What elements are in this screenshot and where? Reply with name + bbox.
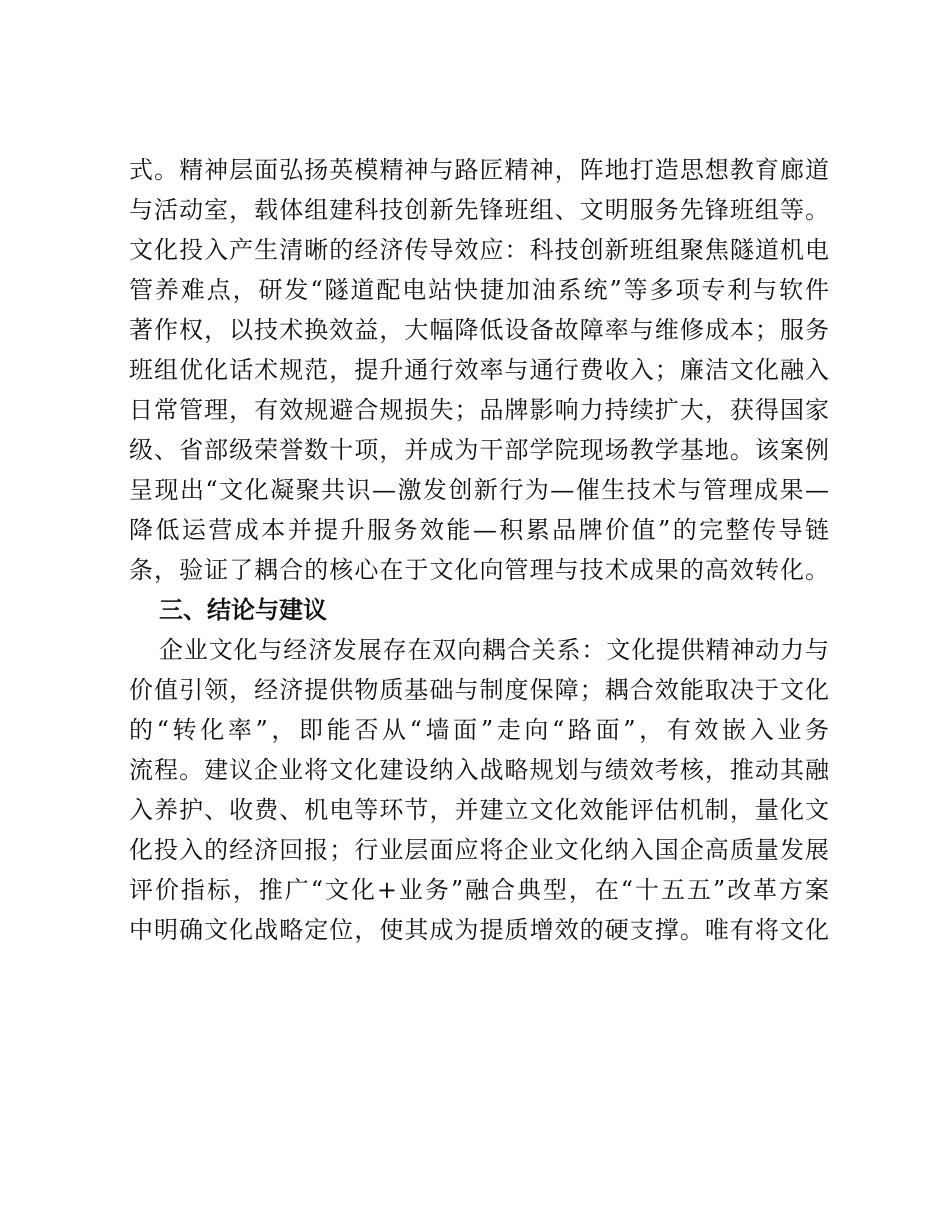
- paragraph-line: 班组优化话术规范，提升通行效率与通行费收入；廉洁文化融入: [129, 356, 829, 384]
- paragraph-line: 呈现出“文化凝聚共识—激发创新行为—催生技术与管理成果—: [129, 476, 829, 504]
- paragraph-line: 降低运营成本并提升服务效能—积累品牌价值”的完整传导链: [129, 516, 829, 544]
- paragraph-line: 条，验证了耦合的核心在于文化向管理与技术成果的高效转化。: [129, 556, 829, 584]
- paragraph-line: 级、省部级荣誉数十项，并成为干部学院现场教学基地。该案例: [129, 436, 829, 464]
- paragraph-line: 化投入的经济回报；行业层面应将企业文化纳入国企高质量发展: [129, 836, 829, 864]
- body-text: [129, 150, 829, 950]
- paragraph-line: 流程。建议企业将文化建设纳入战略规划与绩效考核，推动其融: [129, 756, 829, 784]
- paragraph-line: 文化投入产生清晰的经济传导效应：科技创新班组聚焦隧道机电: [129, 236, 829, 264]
- paragraph-line: 入养护、收费、机电等环节，并建立文化效能评估机制，量化文: [129, 796, 829, 824]
- paragraph-line: 中明确文化战略定位，使其成为提质增效的硬支撑。唯有将文化: [129, 916, 829, 944]
- paragraph-line: 企业文化与经济发展存在双向耦合关系：文化提供精神动力与: [159, 636, 829, 664]
- paragraph-line: 价值引领，经济提供物质基础与制度保障；耦合效能取决于文化: [129, 676, 829, 704]
- paragraph-line: 与活动室，载体组建科技创新先锋班组、文明服务先锋班组等。: [129, 196, 829, 224]
- paragraph-line: 评价指标，推广“文化+业务”融合典型，在“十五五”改革方案: [129, 876, 829, 904]
- paragraph-line: 著作权，以技术换效益，大幅降低设备故障率与维修成本；服务: [129, 316, 829, 344]
- paragraph-line: 式。精神层面弘扬英模精神与路匠精神，阵地打造思想教育廊道: [129, 156, 829, 184]
- paragraph-line: 的“转化率”，即能否从“墙面”走向“路面”，有效嵌入业务: [129, 716, 829, 744]
- section-heading: 三、结论与建议: [159, 596, 327, 624]
- paragraph-line: 日常管理，有效规避合规损失；品牌影响力持续扩大，获得国家: [129, 396, 829, 424]
- paragraph-line: 管养难点，研发“隧道配电站快捷加油系统”等多项专利与软件: [129, 276, 829, 304]
